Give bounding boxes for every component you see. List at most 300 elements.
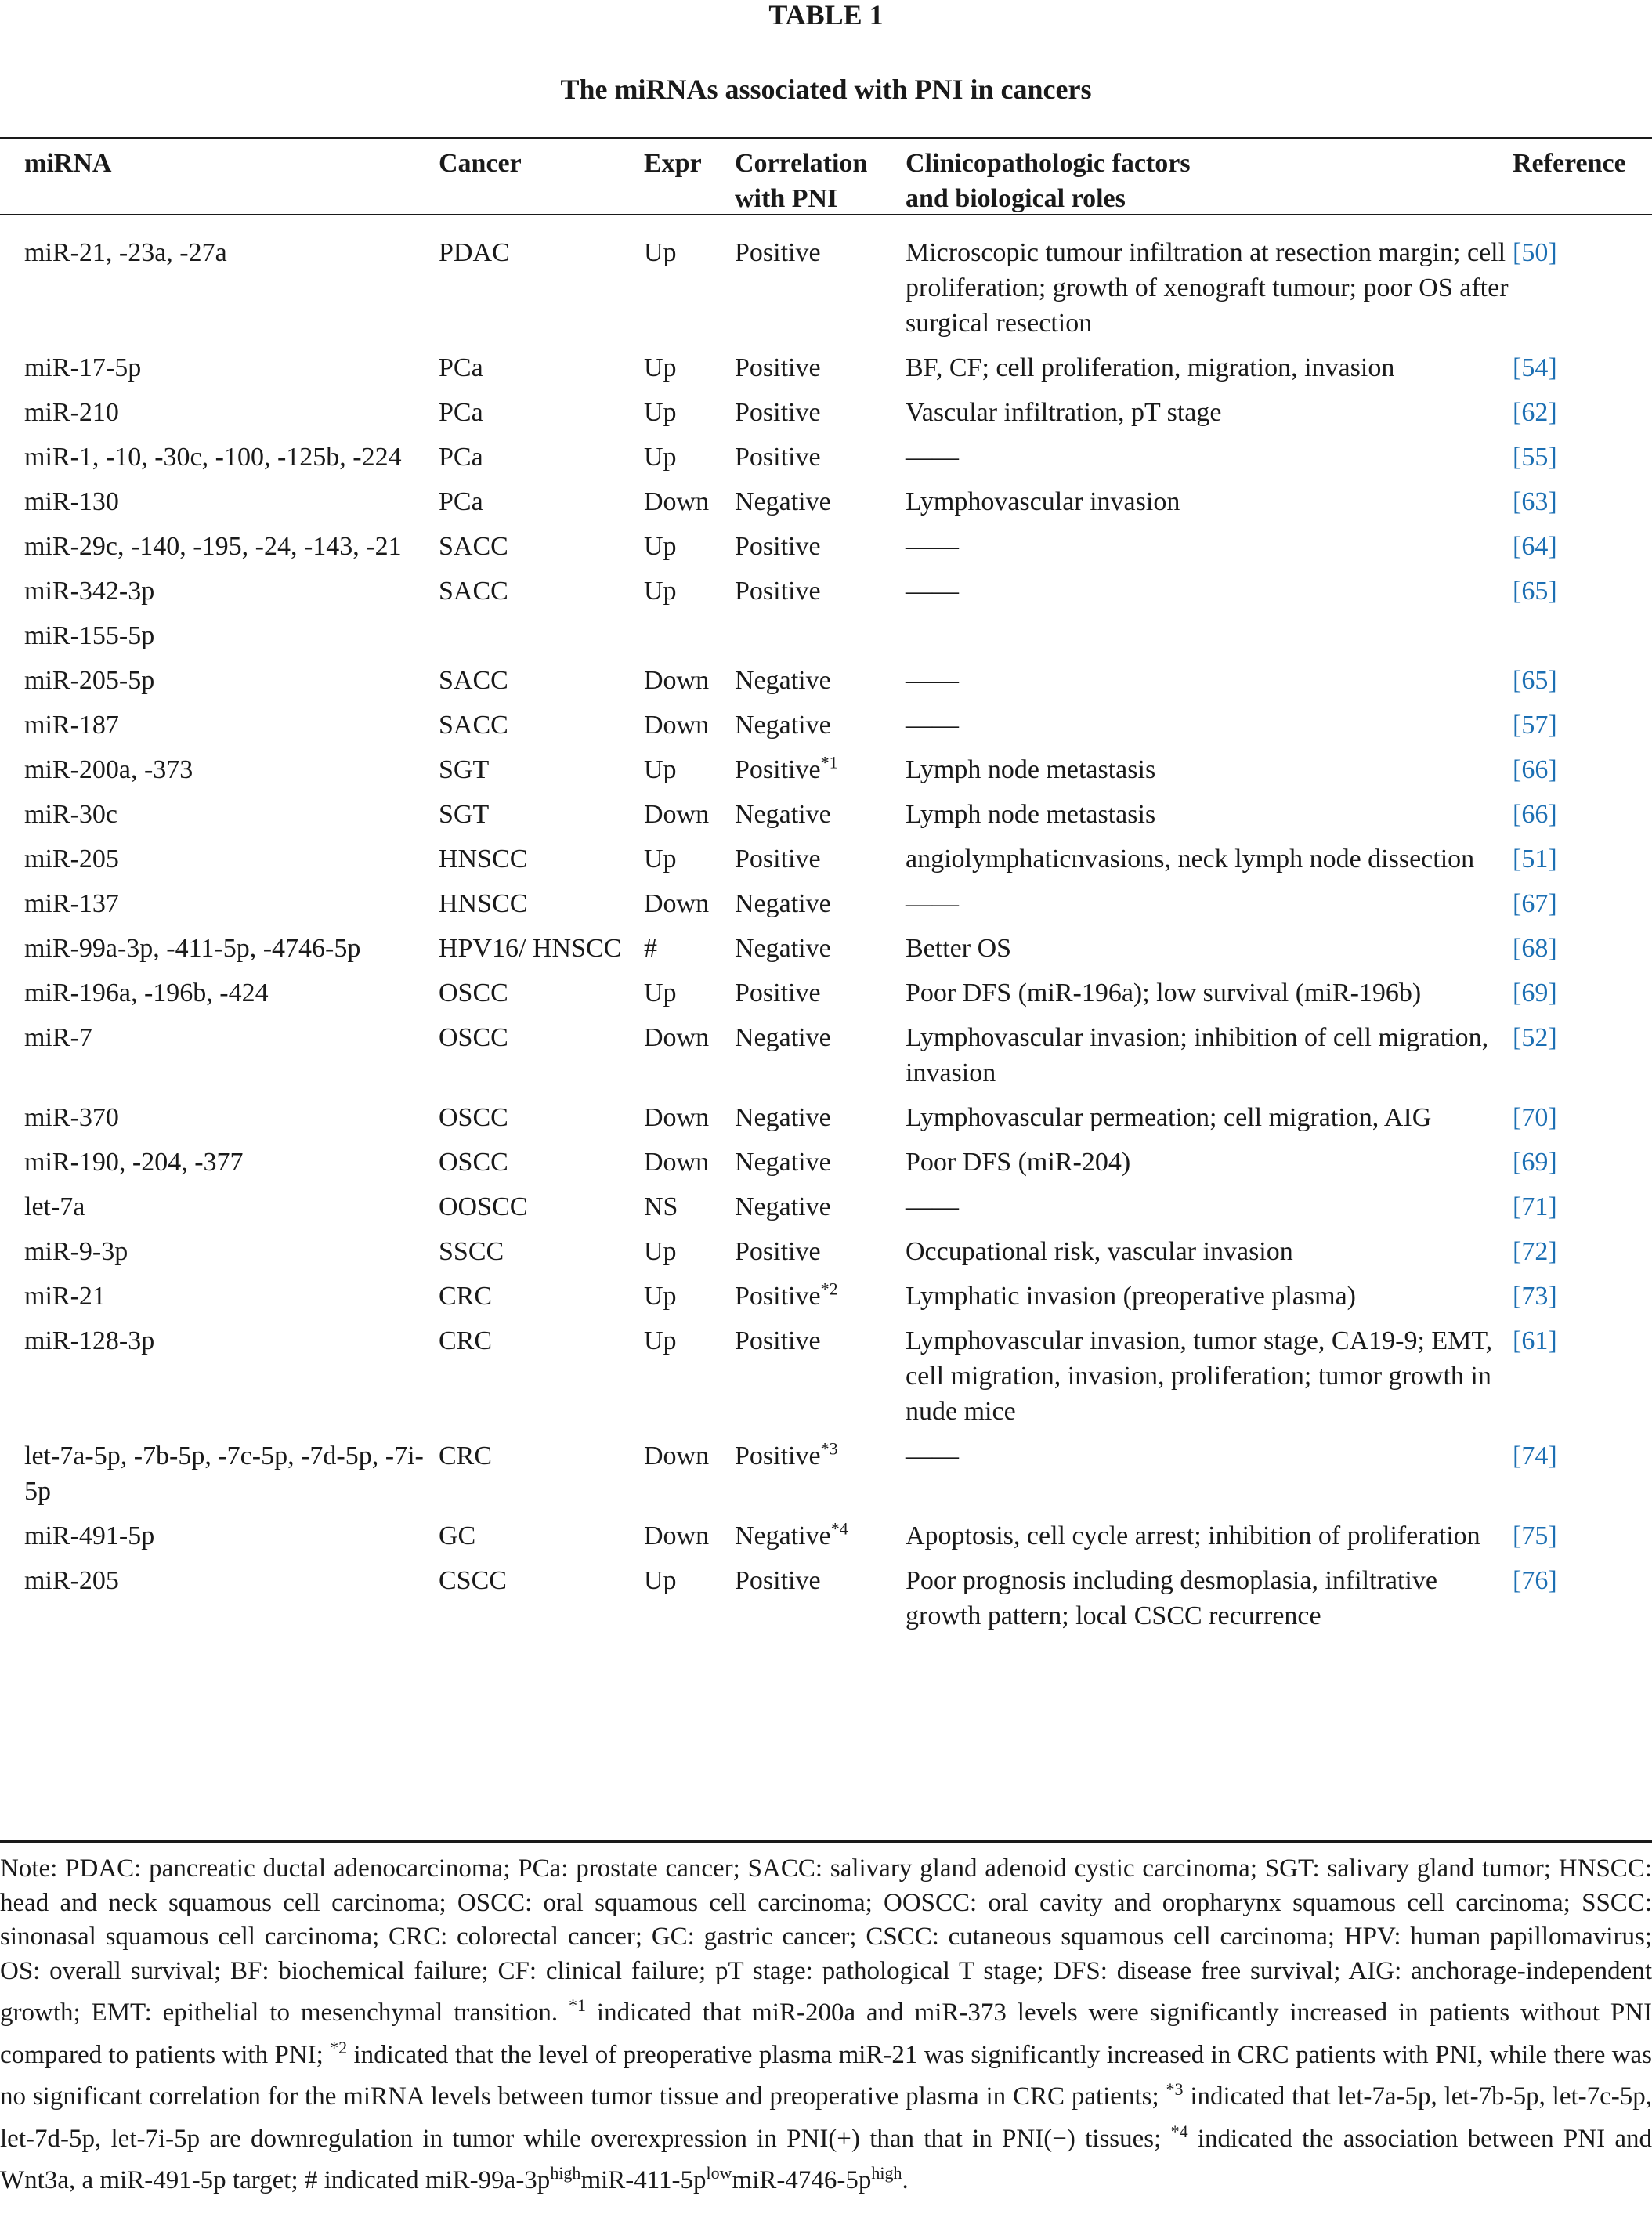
cell-roles-text: Lymphatic invasion (preoperative plasma)	[906, 1282, 1356, 1311]
cell-roles-text: ——	[906, 711, 959, 740]
cell-expr-text: Up	[644, 238, 677, 267]
cell-expr-text: Up	[644, 577, 677, 606]
hash-note-mid-1: miR-411-5p	[580, 2166, 707, 2194]
cell-cancer-text: OOSCC	[439, 1192, 528, 1221]
cell-roles	[906, 787, 1513, 832]
cell-cancer-text: CRC	[439, 1442, 493, 1471]
cell-expr	[644, 475, 735, 519]
cell-expr	[644, 877, 735, 921]
cell-reference[interactable]	[1513, 877, 1652, 921]
cell-cancer-text: PDAC	[439, 238, 510, 267]
cell-reference[interactable]	[1513, 653, 1652, 698]
cell-mirna	[0, 1314, 439, 1429]
cell-correlation-text: Positive	[735, 443, 821, 472]
hash-sup-2: low	[706, 2163, 732, 2183]
header-correlation-line1: Correlation	[735, 149, 868, 178]
cell-mirna	[0, 1429, 439, 1509]
cell-expr-text: NS	[644, 1192, 678, 1221]
cell-expr	[644, 698, 735, 743]
cell-reference[interactable]	[1513, 1225, 1652, 1269]
header-reference: Reference	[1513, 149, 1626, 178]
cell-correlation	[735, 609, 906, 653]
cell-mirna	[0, 341, 439, 385]
footnote-3-text: indicated that let-7a-5p, let-7b-5p, let-7c-5p, let-7d-5p, let-7i-5p are downregulation in tumor while overexpression in PNI(+) than that in PNI(−) tissues;	[0, 2082, 1652, 2153]
cell-cancer	[439, 475, 644, 519]
cell-expr	[644, 430, 735, 475]
cell-roles	[906, 1180, 1513, 1225]
cell-expr	[644, 519, 735, 564]
cell-reference-text: [76]	[1513, 1566, 1557, 1595]
cell-mirna-text: miR-200a, -373	[24, 755, 193, 784]
cell-correlation-text: Negative	[735, 1023, 831, 1052]
cell-cancer-text: OSCC	[439, 1023, 508, 1052]
cell-mirna-text: miR-7	[24, 1023, 92, 1052]
cell-reference-text: [61]	[1513, 1326, 1557, 1355]
cell-correlation-text: Positive	[735, 1326, 821, 1355]
cell-cancer-text: PCa	[439, 353, 483, 382]
correlation-footnote-mark: *1	[820, 752, 838, 772]
cell-mirna-text: miR-137	[24, 889, 119, 918]
cell-expr	[644, 1554, 735, 1633]
cell-reference[interactable]	[1513, 385, 1652, 430]
cell-roles	[906, 1269, 1513, 1314]
cell-roles-text: Better OS	[906, 934, 1012, 963]
table-row	[0, 1091, 1652, 1135]
cell-mirna	[0, 1554, 439, 1633]
cell-mirna-text: miR-30c	[24, 800, 117, 829]
cell-expr	[644, 1225, 735, 1269]
cell-correlation-text: Positive	[735, 1442, 821, 1471]
table-row	[0, 1509, 1652, 1554]
cell-roles	[906, 341, 1513, 385]
header-mirna: miRNA	[24, 149, 112, 178]
cell-correlation-text: Positive	[735, 577, 821, 606]
hash-sup-1: high	[550, 2163, 581, 2183]
cell-roles-text: BF, CF; cell proliferation, migration, invasion	[906, 353, 1395, 382]
table-row	[0, 1314, 1652, 1429]
hash-note-end: .	[902, 2166, 909, 2194]
cell-expr-text: Up	[644, 398, 677, 427]
cell-mirna-text: let-7a-5p, -7b-5p, -7c-5p, -7d-5p, -7i-5p	[24, 1442, 424, 1506]
header-cancer: Cancer	[439, 149, 522, 178]
table-row	[0, 966, 1652, 1011]
table-body	[0, 216, 1652, 1633]
cell-expr-text: Up	[644, 979, 677, 1008]
cell-reference[interactable]	[1513, 216, 1652, 341]
cell-reference[interactable]	[1513, 1269, 1652, 1314]
cell-roles-text: ——	[906, 532, 959, 561]
cell-roles-text: ——	[906, 443, 959, 472]
cell-expr	[644, 1011, 735, 1091]
cell-mirna-text: miR-128-3p	[24, 1326, 155, 1355]
cell-correlation-text: Positive	[735, 1282, 821, 1311]
cell-roles-text: Vascular infiltration, pT stage	[906, 398, 1222, 427]
cell-roles	[906, 1011, 1513, 1091]
cell-expr-text: Down	[644, 889, 710, 918]
cell-cancer	[439, 1314, 644, 1429]
cell-correlation-text: Positive	[735, 755, 821, 784]
cell-cancer	[439, 1509, 644, 1554]
cell-cancer	[439, 966, 644, 1011]
footnote-2-mark: *2	[330, 2037, 348, 2057]
cell-reference[interactable]	[1513, 1429, 1652, 1509]
cell-correlation-text: Positive	[735, 532, 821, 561]
cell-roles-text: Apoptosis, cell cycle arrest; inhibition of proliferation	[906, 1521, 1480, 1550]
cell-reference[interactable]	[1513, 609, 1652, 653]
cell-reference[interactable]	[1513, 698, 1652, 743]
cell-correlation	[735, 430, 906, 475]
table-row	[0, 216, 1652, 341]
cell-reference[interactable]	[1513, 1509, 1652, 1554]
cell-mirna-text: miR-190, -204, -377	[24, 1148, 244, 1177]
cell-reference-text: [65]	[1513, 577, 1557, 606]
cell-cancer	[439, 216, 644, 341]
cell-mirna	[0, 743, 439, 787]
cell-expr-text: Down	[644, 1103, 710, 1132]
cell-cancer	[439, 430, 644, 475]
cell-correlation	[735, 341, 906, 385]
cell-correlation	[735, 1091, 906, 1135]
cell-reference[interactable]	[1513, 564, 1652, 609]
cell-reference-text: [52]	[1513, 1023, 1557, 1052]
cell-cancer	[439, 921, 644, 966]
cell-roles	[906, 743, 1513, 787]
cell-correlation	[735, 1135, 906, 1180]
cell-reference-text: [75]	[1513, 1521, 1557, 1550]
cell-cancer	[439, 1180, 644, 1225]
cell-reference-text: [64]	[1513, 532, 1557, 561]
cell-mirna	[0, 385, 439, 430]
cell-roles	[906, 921, 1513, 966]
cell-roles	[906, 519, 1513, 564]
cell-mirna	[0, 1091, 439, 1135]
footnote-2-text: indicated that the level of preoperative plasma miR-21 was significantly increased in CRC patients with PNI, while there was no significant correlation for the miRNA levels between tumor tissue and preoperative plasma in CRC patients;	[0, 2040, 1652, 2111]
cell-cancer	[439, 832, 644, 877]
cell-reference-text: [54]	[1513, 353, 1557, 382]
cell-mirna	[0, 698, 439, 743]
cell-correlation-text: Negative	[735, 800, 831, 829]
cell-correlation	[735, 653, 906, 698]
cell-correlation	[735, 877, 906, 921]
cell-roles	[906, 1091, 1513, 1135]
cell-cancer-text: OSCC	[439, 1148, 508, 1177]
cell-cancer-text: SACC	[439, 577, 508, 606]
cell-reference-text: [70]	[1513, 1103, 1557, 1132]
cell-expr-text: Down	[644, 487, 710, 516]
cell-expr-text: Up	[644, 532, 677, 561]
cell-mirna-text: miR-21, -23a, -27a	[24, 238, 227, 267]
cell-roles	[906, 1314, 1513, 1429]
cell-roles-text: Lymphovascular permeation; cell migration, AIG	[906, 1103, 1432, 1132]
cell-cancer	[439, 385, 644, 430]
cell-roles-text: ——	[906, 1192, 959, 1221]
header-clinicopathologic-line2: and biological roles	[906, 184, 1126, 213]
cell-cancer-text: SGT	[439, 800, 490, 829]
cell-expr	[644, 1269, 735, 1314]
cell-correlation	[735, 966, 906, 1011]
cell-reference[interactable]	[1513, 743, 1652, 787]
cell-expr	[644, 341, 735, 385]
cell-cancer	[439, 1135, 644, 1180]
cell-expr	[644, 1429, 735, 1509]
cell-roles-text: Lymph node metastasis	[906, 800, 1156, 829]
cell-mirna-text: miR-130	[24, 487, 119, 516]
cell-mirna	[0, 216, 439, 341]
cell-roles	[906, 1225, 1513, 1269]
cell-expr	[644, 921, 735, 966]
cell-expr-text: Up	[644, 1282, 677, 1311]
cell-reference[interactable]	[1513, 966, 1652, 1011]
table-row	[0, 653, 1652, 698]
cell-reference-text: [66]	[1513, 755, 1557, 784]
cell-mirna	[0, 1135, 439, 1180]
footnote-3-mark: *3	[1166, 2079, 1184, 2099]
note-abbreviations: Note: PDAC: pancreatic ductal adenocarcinoma; PCa: prostate cancer; SACC: salivary gland adenoid cystic carcinoma; SGT: salivary gland tumor; HNSCC: head and neck squamous cell carcinoma; OSCC: oral squamous cell carcinoma; OOSCC: oral cavity and oropharynx squamous cell carcinoma; SSCC: sinonasal squamous cell carcinoma; CRC: colorectal cancer; GC: gastric cancer; CSCC: cutaneous squamous cell carcinoma; HPV: human papillomavirus; OS: overall survival; BF: biochemical failure; CF: clinical failure; pT stage: pathological T stage; DFS: disease free survival; AIG: anchorage-independent growth; EMT: epithelial to mesenchymal transition.	[0, 1854, 1652, 2027]
cell-mirna	[0, 921, 439, 966]
cell-correlation-text: Negative	[735, 1148, 831, 1177]
mirna-table	[0, 139, 1652, 1633]
cell-correlation-text: Negative	[735, 666, 831, 695]
cell-expr-text: Down	[644, 1521, 710, 1550]
cell-roles	[906, 564, 1513, 609]
cell-correlation	[735, 216, 906, 341]
cell-correlation-text: Negative	[735, 1103, 831, 1132]
cell-mirna	[0, 966, 439, 1011]
cell-correlation-text: Negative	[735, 711, 831, 740]
cell-cancer	[439, 743, 644, 787]
cell-reference-text: [55]	[1513, 443, 1557, 472]
cell-expr	[644, 1135, 735, 1180]
cell-cancer-text: CRC	[439, 1282, 493, 1311]
cell-roles-text: Poor prognosis including desmoplasia, infiltrative growth pattern; local CSCC recurrence	[906, 1566, 1437, 1630]
cell-reference[interactable]	[1513, 832, 1652, 877]
cell-cancer-text: SGT	[439, 755, 490, 784]
table-title: The miRNAs associated with PNI in cancers	[560, 74, 1092, 105]
footnote-4-mark: *4	[1170, 2121, 1188, 2141]
cell-correlation	[735, 385, 906, 430]
cell-cancer-text: HPV16/ HNSCC	[439, 934, 622, 963]
cell-expr-text: Up	[644, 443, 677, 472]
cell-mirna	[0, 1269, 439, 1314]
cell-roles	[906, 877, 1513, 921]
footnote-1-mark: *1	[569, 1995, 587, 2015]
cell-mirna	[0, 1509, 439, 1554]
header-clinicopathologic-line1: Clinicopathologic factors	[906, 149, 1191, 178]
cell-mirna	[0, 475, 439, 519]
cell-correlation	[735, 475, 906, 519]
cell-correlation	[735, 564, 906, 609]
table-row	[0, 921, 1652, 966]
cell-expr-text: Up	[644, 1326, 677, 1355]
table-row	[0, 1269, 1652, 1314]
cell-roles	[906, 832, 1513, 877]
cell-mirna-text: miR-491-5p	[24, 1521, 155, 1550]
table-row	[0, 609, 1652, 653]
cell-correlation	[735, 921, 906, 966]
cell-reference[interactable]	[1513, 1011, 1652, 1091]
cell-correlation-text: Negative	[735, 487, 831, 516]
cell-reference-text: [50]	[1513, 238, 1557, 267]
cell-cancer-text: CSCC	[439, 1566, 507, 1595]
cell-cancer	[439, 609, 644, 653]
table-row	[0, 1554, 1652, 1633]
cell-cancer	[439, 564, 644, 609]
cell-cancer-text: HNSCC	[439, 889, 528, 918]
cell-correlation-text: Positive	[735, 398, 821, 427]
cell-roles-text: ——	[906, 889, 959, 918]
cell-mirna-text: let-7a	[24, 1192, 85, 1221]
cell-mirna	[0, 877, 439, 921]
cell-correlation-text: Positive	[735, 238, 821, 267]
cell-reference[interactable]	[1513, 921, 1652, 966]
cell-mirna-text: miR-205-5p	[24, 666, 155, 695]
cell-correlation-text: Negative	[735, 1192, 831, 1221]
cell-roles-text: Lymphovascular invasion	[906, 487, 1180, 516]
header-expr: Expr	[644, 149, 702, 178]
cell-mirna	[0, 1180, 439, 1225]
cell-expr-text: Up	[644, 353, 677, 382]
cell-mirna-text: miR-29c, -140, -195, -24, -143, -21	[24, 532, 402, 561]
cell-roles	[906, 475, 1513, 519]
cell-reference[interactable]	[1513, 787, 1652, 832]
cell-expr	[644, 216, 735, 341]
cell-cancer-text: GC	[439, 1521, 476, 1550]
cell-cancer	[439, 1011, 644, 1091]
table-row	[0, 1180, 1652, 1225]
cell-expr-text: Up	[644, 755, 677, 784]
table-label: TABLE 1	[768, 0, 884, 31]
table-row	[0, 385, 1652, 430]
cell-expr	[644, 1180, 735, 1225]
cell-roles-text: Lymphovascular invasion, tumor stage, CA19-9; EMT, cell migration, invasion, proliferation; tumor growth in nude mice	[906, 1326, 1493, 1426]
header-clinicopathologic	[906, 139, 1513, 216]
table-row	[0, 877, 1652, 921]
footnote-4-text: indicated the association between PNI and Wnt3a, a miR-491-5p target;	[0, 2124, 1652, 2194]
cell-cancer	[439, 519, 644, 564]
cell-reference-text: [57]	[1513, 711, 1557, 740]
cell-mirna-text: miR-21	[24, 1282, 106, 1311]
header-correlation	[735, 139, 906, 216]
cell-mirna	[0, 1225, 439, 1269]
cell-cancer-text: SSCC	[439, 1237, 504, 1266]
cell-correlation-text: Positive	[735, 1237, 821, 1266]
cell-reference[interactable]	[1513, 1091, 1652, 1135]
cell-reference-text: [73]	[1513, 1282, 1557, 1311]
cell-mirna	[0, 832, 439, 877]
table-row	[0, 519, 1652, 564]
table-row	[0, 698, 1652, 743]
cell-cancer	[439, 1429, 644, 1509]
cell-reference-text: [51]	[1513, 845, 1557, 874]
cell-mirna-text: miR-210	[24, 398, 119, 427]
cell-cancer-text: OSCC	[439, 979, 508, 1008]
cell-correlation-text: Positive	[735, 845, 821, 874]
hash-sup-3: high	[871, 2163, 902, 2183]
cell-correlation-text: Positive	[735, 1566, 821, 1595]
table-row	[0, 1011, 1652, 1091]
cell-expr	[644, 385, 735, 430]
table-row	[0, 1225, 1652, 1269]
cell-reference[interactable]	[1513, 341, 1652, 385]
cell-roles-text: ——	[906, 577, 959, 606]
cell-correlation	[735, 698, 906, 743]
cell-cancer	[439, 1269, 644, 1314]
cell-correlation	[735, 1225, 906, 1269]
cell-expr-text: Up	[644, 845, 677, 874]
cell-cancer-text: SACC	[439, 711, 508, 740]
cell-roles	[906, 430, 1513, 475]
cell-mirna-text: miR-196a, -196b, -424	[24, 979, 269, 1008]
cell-reference[interactable]	[1513, 1314, 1652, 1429]
cell-expr-text: Down	[644, 711, 710, 740]
cell-roles-text: ——	[906, 1442, 959, 1471]
cell-expr	[644, 832, 735, 877]
cell-expr-text: #	[644, 934, 657, 963]
cell-reference[interactable]	[1513, 519, 1652, 564]
cell-correlation	[735, 1554, 906, 1633]
cell-correlation	[735, 1314, 906, 1429]
cell-reference-text: [72]	[1513, 1237, 1557, 1266]
cell-correlation	[735, 1429, 906, 1509]
cell-expr	[644, 609, 735, 653]
cell-reference[interactable]	[1513, 475, 1652, 519]
cell-cancer-text: PCa	[439, 398, 483, 427]
cell-roles	[906, 216, 1513, 341]
table-row	[0, 743, 1652, 787]
cell-reference-text: [68]	[1513, 934, 1557, 963]
hash-note-mid-2: miR-4746-5p	[732, 2166, 872, 2194]
cell-cancer	[439, 787, 644, 832]
table-row	[0, 1135, 1652, 1180]
cell-expr	[644, 1091, 735, 1135]
cell-reference[interactable]	[1513, 1554, 1652, 1633]
table-row	[0, 475, 1652, 519]
cell-mirna-text: miR-155-5p	[24, 621, 155, 650]
cell-correlation	[735, 1509, 906, 1554]
table-row	[0, 430, 1652, 475]
cell-cancer	[439, 877, 644, 921]
cell-roles-text: Lymph node metastasis	[906, 755, 1156, 784]
cell-reference-text: [66]	[1513, 800, 1557, 829]
cell-expr-text: Down	[644, 800, 710, 829]
cell-mirna-text: miR-17-5p	[24, 353, 142, 382]
cell-expr-text: Down	[644, 666, 710, 695]
cell-mirna-text: miR-205	[24, 845, 119, 874]
table-row	[0, 341, 1652, 385]
cell-expr	[644, 966, 735, 1011]
cell-expr-text: Down	[644, 1148, 710, 1177]
cell-reference-text: [63]	[1513, 487, 1557, 516]
cell-cancer-text: OSCC	[439, 1103, 508, 1132]
cell-roles-text: angiolymphaticnvasions, neck lymph node dissection	[906, 845, 1475, 874]
hash-note	[304, 2163, 909, 2194]
cell-correlation-text: Negative	[735, 1521, 831, 1550]
cell-mirna-text: miR-99a-3p, -411-5p, -4746-5p	[24, 934, 361, 963]
cell-reference[interactable]	[1513, 1180, 1652, 1225]
cell-reference[interactable]	[1513, 430, 1652, 475]
cell-reference-text: [71]	[1513, 1192, 1557, 1221]
cell-mirna	[0, 653, 439, 698]
cell-correlation	[735, 832, 906, 877]
cell-reference[interactable]	[1513, 1135, 1652, 1180]
cell-roles	[906, 1135, 1513, 1180]
cell-roles	[906, 609, 1513, 653]
cell-correlation	[735, 1269, 906, 1314]
cell-roles-text: Poor DFS (miR-196a); low survival (miR-196b)	[906, 979, 1422, 1008]
cell-reference-text: [69]	[1513, 979, 1557, 1008]
cell-expr-text: Down	[644, 1023, 710, 1052]
cell-roles-text: Occupational risk, vascular invasion	[906, 1237, 1293, 1266]
